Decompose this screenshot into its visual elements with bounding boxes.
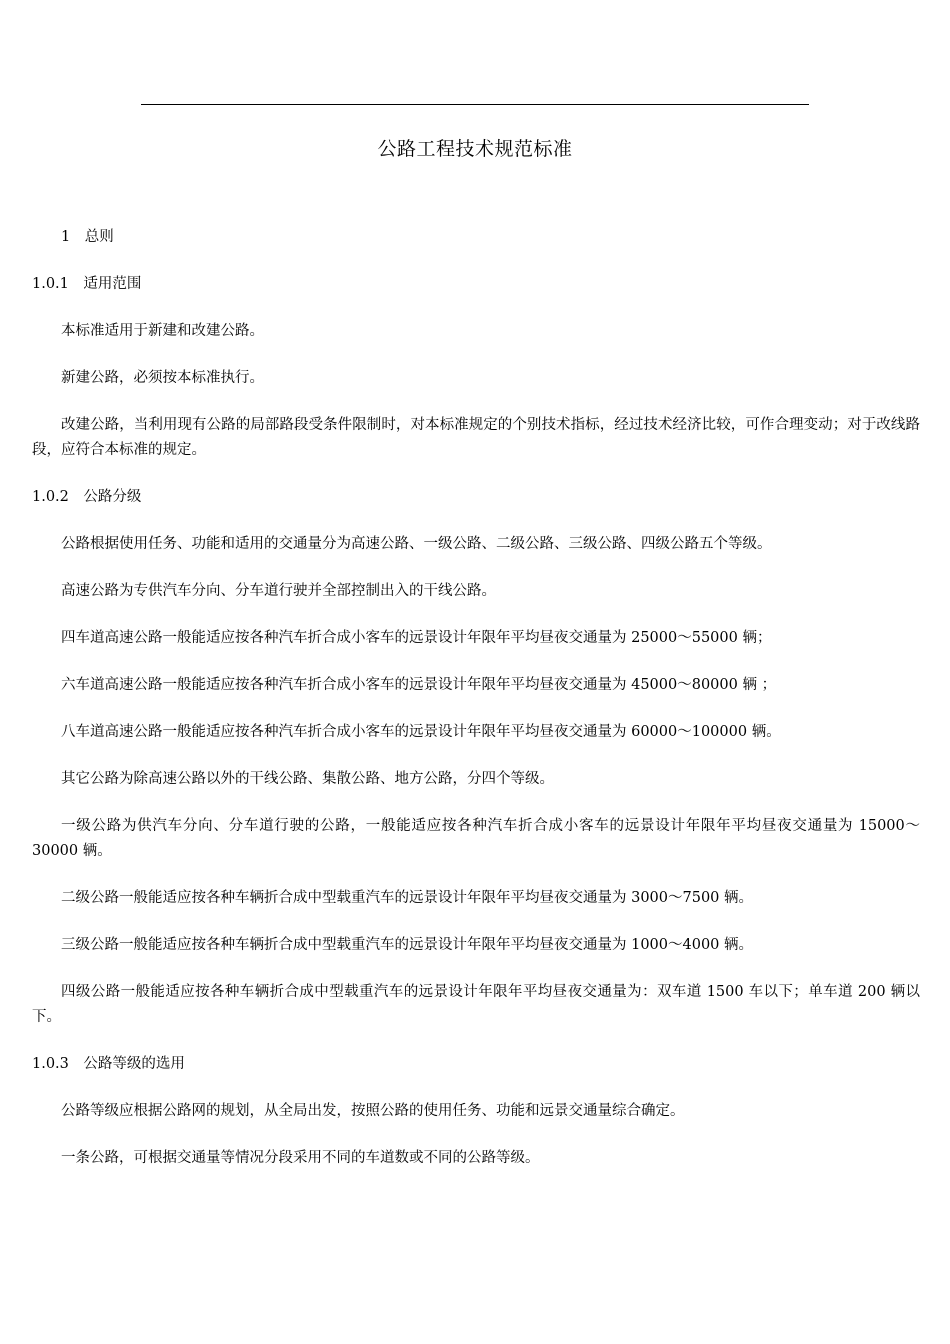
paragraph: 其它公路为除高速公路以外的干线公路、集散公路、地方公路，分四个等级。 bbox=[61, 771, 554, 787]
paragraph: 本标准适用于新建和改建公路。 bbox=[61, 323, 264, 339]
chapter-heading: 1 总则 bbox=[61, 229, 114, 245]
section-heading: 1.0.2 公路分级 bbox=[32, 489, 142, 505]
paragraph: 改建公路，当利用现有公路的局部路段受条件限制时，对本标准规定的个别技术指标，经过技术经济比较，可作合理变动；对于改线路段，应符合本标准的规定。 bbox=[32, 417, 920, 458]
section-heading: 1.0.1 适用范围 bbox=[32, 276, 142, 292]
paragraph: 一条公路，可根据交通量等情况分段采用不同的车道数或不同的公路等级。 bbox=[61, 1150, 540, 1166]
document-body bbox=[32, 225, 920, 1193]
paragraph: 公路等级应根据公路网的规划，从全局出发，按照公路的使用任务、功能和远景交通量综合确定。 bbox=[61, 1103, 685, 1119]
paragraph: 高速公路为专供汽车分向、分车道行驶并全部控制出入的干线公路。 bbox=[61, 583, 496, 599]
paragraph: 四级公路一般能适应按各种车辆折合成中型载重汽车的远景设计年限年平均昼夜交通量为：双车道 1500 车以下；单车道 200 辆以下。 bbox=[32, 984, 920, 1025]
paragraph: 三级公路一般能适应按各种车辆折合成中型载重汽车的远景设计年限年平均昼夜交通量为 1000～4000 辆。 bbox=[61, 937, 754, 953]
section-heading: 1.0.3 公路等级的选用 bbox=[32, 1056, 185, 1072]
document-title: 公路工程技术规范标准 bbox=[377, 138, 573, 160]
paragraph: 新建公路，必须按本标准执行。 bbox=[61, 370, 264, 386]
paragraph: 二级公路一般能适应按各种车辆折合成中型载重汽车的远景设计年限年平均昼夜交通量为 3000～7500 辆。 bbox=[61, 890, 754, 906]
paragraph: 六车道高速公路一般能适应按各种汽车折合成小客车的远景设计年限年平均昼夜交通量为 45000～80000 辆 ； bbox=[61, 677, 777, 693]
paragraph: 公路根据使用任务、功能和适用的交通量分为高速公路、一级公路、二级公路、三级公路、四级公路五个等级。 bbox=[61, 536, 772, 552]
paragraph: 一级公路为供汽车分向、分车道行驶的公路，一般能适应按各种汽车折合成小客车的远景设计年限年平均昼夜交通量为 15000～30000 辆。 bbox=[32, 818, 920, 859]
paragraph: 四车道高速公路一般能适应按各种汽车折合成小客车的远景设计年限年平均昼夜交通量为 25000～55000 辆； bbox=[61, 630, 772, 646]
header-rule bbox=[141, 104, 809, 105]
paragraph: 八车道高速公路一般能适应按各种汽车折合成小客车的远景设计年限年平均昼夜交通量为 60000～100000 辆。 bbox=[61, 724, 781, 740]
